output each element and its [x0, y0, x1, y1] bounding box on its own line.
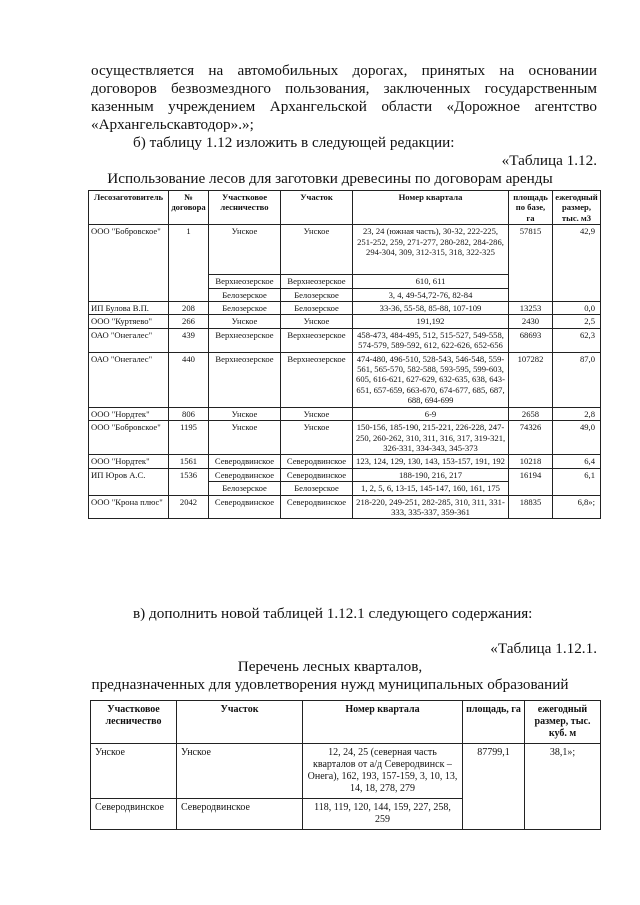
table-row	[89, 302, 601, 315]
lesnichestvo-cell: Северодвинское	[91, 799, 177, 830]
lz-cell: ООО "Крона плюс"	[89, 495, 169, 519]
kvartal-cell: 188-190, 216, 217	[353, 468, 509, 481]
area-cell: 18835	[509, 495, 553, 519]
kvartal-cell: 3, 4, 49-54,72-76, 82-84	[353, 288, 509, 301]
uchastok-cell: Верхнеозерское	[281, 352, 353, 407]
intro-line-1: осуществляется на автомобильных дорогах, принятых на основании	[91, 62, 597, 79]
lesnichestvo-cell: Белозерское	[209, 288, 281, 301]
table1-label: «Таблица 1.12.	[501, 152, 597, 169]
header-kvartal: Номер квартала	[353, 191, 509, 225]
lz-cell: ИП Булова В.П.	[89, 302, 169, 315]
volume-cell: 49,0	[553, 421, 601, 455]
area-cell: 2430	[509, 315, 553, 328]
area-cell: 16194	[509, 468, 553, 495]
table2-title-line-2: предназначенных для удовлетворения нужд муниципальных образований	[91, 676, 569, 693]
uchastok-cell: Унское	[281, 225, 353, 275]
area-cell: 68693	[509, 328, 553, 352]
uchastok-cell: Северодвинское	[177, 799, 303, 830]
item-v-text: в) дополнить новой таблицей 1.12.1 следующего содержания:	[133, 605, 533, 622]
lesnichestvo-cell: Унское	[209, 315, 281, 328]
uchastok-cell: Верхнеозерское	[281, 328, 353, 352]
table-row	[89, 328, 601, 352]
header-lesnichestvo: Участковое лесничество	[91, 701, 177, 744]
volume-cell: 6,8»;	[553, 495, 601, 519]
area-cell: 10218	[509, 455, 553, 468]
volume-cell: 2,8	[553, 407, 601, 420]
area-cell: 107282	[509, 352, 553, 407]
table-row	[89, 225, 601, 275]
lz-cell: ИП Юров А.С.	[89, 468, 169, 495]
uchastok-cell: Верхнеозерское	[281, 275, 353, 288]
volume-cell: 87,0	[553, 352, 601, 407]
contract-cell: 1536	[169, 468, 209, 495]
kvartal-cell: 6-9	[353, 407, 509, 420]
table-1-12	[88, 190, 601, 519]
area-cell: 74326	[509, 421, 553, 455]
volume-cell: 2,5	[553, 315, 601, 328]
volume-cell: 38,1»;	[525, 744, 601, 830]
intro-line-2: договоров безвозмездного пользования, заключенных государственным	[91, 80, 597, 97]
lesnichestvo-cell: Унское	[91, 744, 177, 799]
volume-cell: 6,4	[553, 455, 601, 468]
table-row	[91, 744, 601, 799]
uchastok-cell: Белозерское	[281, 302, 353, 315]
lz-cell: ООО "Куртяево"	[89, 315, 169, 328]
lesnichestvo-cell: Белозерское	[209, 302, 281, 315]
kvartal-cell: 150-156, 185-190, 215-221, 226-228, 247-250, 260-262, 310, 311, 316, 317, 319-321, 326-331, 334-343, 345-373	[353, 421, 509, 455]
item-b-text: б) таблицу 1.12 изложить в следующей редакции:	[133, 134, 455, 151]
header-lesozagotovitel: Лесозаготовитель	[89, 191, 169, 225]
contract-cell: 208	[169, 302, 209, 315]
uchastok-cell: Унское	[281, 421, 353, 455]
uchastok-cell: Северодвинское	[281, 495, 353, 519]
contract-cell: 1561	[169, 455, 209, 468]
contract-cell: 440	[169, 352, 209, 407]
lesnichestvo-cell: Верхнеозерское	[209, 352, 281, 407]
area-cell: 87799,1	[463, 744, 525, 830]
contract-cell: 266	[169, 315, 209, 328]
kvartal-cell: 123, 124, 129, 130, 143, 153-157, 191, 192	[353, 455, 509, 468]
lz-cell: ОАО "Онегалес"	[89, 352, 169, 407]
intro-line-4: «Архангельскавтодор».»;	[91, 116, 254, 133]
kvartal-cell: 474-480, 496-510, 528-543, 546-548, 559-561, 565-570, 582-588, 593-595, 599-603, 605, 616-621, 627-629, 632-635, 638, 643-651, 657-659, 663-670, 674-677, 685, 687, 688, 694-699	[353, 352, 509, 407]
uchastok-cell: Унское	[281, 407, 353, 420]
volume-cell: 6,1	[553, 468, 601, 495]
kvartal-cell: 23, 24 (южная часть), 30-32, 222-225, 251-252, 259, 271-277, 280-282, 284-286, 294-304, 309, 312-315, 318, 322-325	[353, 225, 509, 275]
lz-cell: ООО "Нордтек"	[89, 407, 169, 420]
table-row	[89, 352, 601, 407]
table-row	[89, 421, 601, 455]
table-row	[89, 468, 601, 481]
header-ploshad: площадь, га	[463, 701, 525, 744]
volume-cell: 0,0	[553, 302, 601, 315]
lz-cell: ООО "Нордтек"	[89, 455, 169, 468]
lesnichestvo-cell: Верхнеозерское	[209, 275, 281, 288]
lesnichestvo-cell: Унское	[209, 421, 281, 455]
uchastok-cell: Северодвинское	[281, 455, 353, 468]
lz-cell: ОАО "Онегалес"	[89, 328, 169, 352]
lesnichestvo-cell: Унское	[209, 407, 281, 420]
lesnichestvo-cell: Белозерское	[209, 482, 281, 495]
uchastok-cell: Белозерское	[281, 288, 353, 301]
lesnichestvo-cell: Унское	[209, 225, 281, 275]
uchastok-cell: Белозерское	[281, 482, 353, 495]
header-kvartal: Номер квартала	[303, 701, 463, 744]
header-lesnichestvo: Участковое лесничество	[209, 191, 281, 225]
kvartal-cell: 191,192	[353, 315, 509, 328]
area-cell: 13253	[509, 302, 553, 315]
table-row	[89, 495, 601, 519]
lesnichestvo-cell: Северодвинское	[209, 495, 281, 519]
area-cell: 2658	[509, 407, 553, 420]
contract-cell: 2042	[169, 495, 209, 519]
uchastok-cell: Унское	[281, 315, 353, 328]
kvartal-cell: 118, 119, 120, 144, 159, 227, 258, 259	[303, 799, 463, 830]
contract-cell: 1	[169, 225, 209, 302]
header-uchastok: Участок	[177, 701, 303, 744]
table-row	[89, 455, 601, 468]
header-uchastok: Участок	[281, 191, 353, 225]
uchastok-cell: Северодвинское	[281, 468, 353, 481]
lz-cell: ООО "Бобровское"	[89, 225, 169, 302]
table-1-12-1	[90, 700, 601, 830]
table-row	[89, 315, 601, 328]
kvartal-cell: 1, 2, 5, 6, 13-15, 145-147, 160, 161, 175	[353, 482, 509, 495]
table1-title: Использование лесов для заготовки древесины по договорам аренды	[107, 170, 553, 187]
uchastok-cell: Унское	[177, 744, 303, 799]
table2-label: «Таблица 1.12.1.	[490, 640, 597, 657]
kvartal-cell: 12, 24, 25 (северная часть кварталов от а/д Северодвинск – Онега), 162, 193, 157-159, 3, 10, 13, 14, 18, 278, 279	[303, 744, 463, 799]
lesnichestvo-cell: Северодвинское	[209, 468, 281, 481]
table2-title-line-1: Перечень лесных кварталов,	[237, 658, 423, 675]
header-dogovor: № договора	[169, 191, 209, 225]
contract-cell: 1195	[169, 421, 209, 455]
contract-cell: 439	[169, 328, 209, 352]
kvartal-cell: 218-220, 249-251, 282-285, 310, 311, 331-333, 335-337, 359-361	[353, 495, 509, 519]
volume-cell: 62,3	[553, 328, 601, 352]
contract-cell: 806	[169, 407, 209, 420]
lz-cell: ООО "Бобровское"	[89, 421, 169, 455]
kvartal-cell: 610, 611	[353, 275, 509, 288]
header-ploshad: площадь по базе, га	[509, 191, 553, 225]
table-row	[89, 407, 601, 420]
kvartal-cell: 458-473, 484-495, 512, 515-527, 549-558, 574-579, 589-592, 612, 622-626, 652-656	[353, 328, 509, 352]
intro-line-3: казенным учреждением Архангельской области «Дорожное агентство	[91, 98, 597, 115]
volume-cell: 42,9	[553, 225, 601, 302]
kvartal-cell: 33-36, 55-58, 85-88, 107-109	[353, 302, 509, 315]
area-cell: 57815	[509, 225, 553, 302]
lesnichestvo-cell: Северодвинское	[209, 455, 281, 468]
header-razmer: ежегодный размер, тыс. м3	[553, 191, 601, 225]
header-razmer: ежегодный размер, тыс. куб. м	[525, 701, 601, 744]
lesnichestvo-cell: Верхнеозерское	[209, 328, 281, 352]
